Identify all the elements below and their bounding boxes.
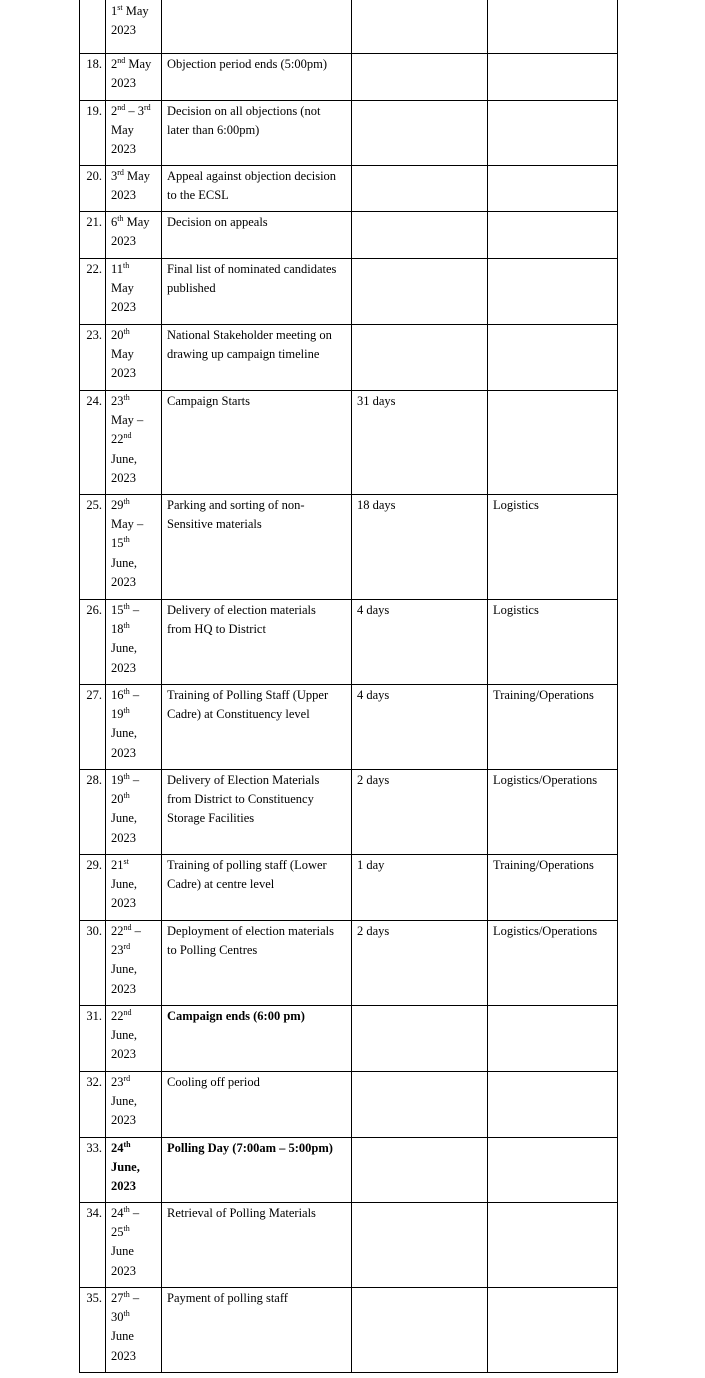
date-cell [106, 685, 162, 770]
date-cell [106, 495, 162, 600]
duration-text: 2 days [357, 924, 390, 938]
duration-text: 1 day [357, 858, 385, 872]
duration-text [352, 1072, 487, 1073]
duration-text [352, 1203, 487, 1204]
row-number-cell [80, 259, 106, 325]
responsibility-text [488, 1006, 617, 1007]
date-cell [106, 921, 162, 1006]
activity-text: Retrieval of Polling Materials [167, 1206, 316, 1220]
table-row [80, 770, 618, 855]
row-number-cell [80, 101, 106, 166]
responsibility-cell [488, 166, 618, 212]
row-number: 28. [86, 773, 102, 787]
activity-cell [162, 54, 352, 101]
duration-cell [352, 54, 488, 101]
row-number: 26. [86, 603, 102, 617]
duration-cell [352, 0, 488, 54]
duration-text: 31 days [357, 394, 396, 408]
duration-text [352, 101, 487, 102]
date-text: 2nd May 2023 [111, 56, 152, 91]
activity-cell [162, 921, 352, 1006]
row-number-cell [80, 325, 106, 391]
activity-cell [162, 770, 352, 855]
date-text: 29th May – 15th June, 2023 [111, 497, 144, 589]
table-row [80, 1006, 618, 1072]
row-number-cell [80, 166, 106, 212]
date-text: 11th May 2023 [111, 261, 136, 315]
activity-text: Decision on appeals [167, 215, 268, 229]
activity-text: Payment of polling staff [167, 1291, 288, 1305]
activity-cell [162, 166, 352, 212]
row-number-cell [80, 1203, 106, 1288]
activity-cell [162, 259, 352, 325]
row-number: 20. [86, 169, 102, 183]
activity-cell [162, 1006, 352, 1072]
duration-text [352, 1006, 487, 1007]
date-cell [106, 1072, 162, 1138]
responsibility-text [488, 1138, 617, 1139]
responsibility-cell [488, 391, 618, 495]
date-text: 24th June, 2023 [111, 1140, 140, 1194]
activity-text: Delivery of Election Materials from District to Constituency Storage Facilities [167, 773, 320, 826]
row-number: 23. [86, 328, 102, 342]
date-cell [106, 1006, 162, 1072]
duration-cell [352, 495, 488, 600]
activity-cell [162, 685, 352, 770]
activity-text: Final list of nominated candidates published [167, 262, 337, 296]
date-cell [106, 54, 162, 101]
date-text: 16th – 19th June, 2023 [111, 687, 140, 760]
row-number [80, 0, 105, 1]
responsibility-text: Logistics/Operations [493, 924, 598, 938]
responsibility-cell [488, 54, 618, 101]
duration-cell [352, 921, 488, 1006]
activity-cell [162, 212, 352, 259]
row-number-cell [80, 1072, 106, 1138]
activity-text [162, 0, 351, 2]
date-text: 22nd – 23rd June, 2023 [111, 923, 141, 996]
table-row [80, 391, 618, 495]
duration-cell [352, 325, 488, 391]
activity-cell [162, 325, 352, 391]
activity-text: Appeal against objection decision to the ECSL [167, 169, 337, 203]
duration-cell [352, 1288, 488, 1373]
row-number: 31. [86, 1009, 102, 1023]
responsibility-cell [488, 600, 618, 685]
activity-cell [162, 495, 352, 600]
date-text: 2nd – 3rd May 2023 [111, 103, 151, 157]
responsibility-cell [488, 1288, 618, 1373]
activity-cell [162, 1203, 352, 1288]
date-text: 24th – 25th June 2023 [111, 1205, 140, 1278]
row-number: 30. [86, 924, 102, 938]
responsibility-text [488, 1072, 617, 1073]
responsibility-cell [488, 1006, 618, 1072]
row-number: 35. [86, 1291, 102, 1305]
date-cell [106, 0, 162, 54]
row-number-cell [80, 855, 106, 921]
date-cell [106, 855, 162, 921]
duration-text [352, 212, 487, 213]
row-number: 27. [86, 688, 102, 702]
date-cell [106, 325, 162, 391]
responsibility-cell [488, 1138, 618, 1203]
activity-text: Cooling off period [167, 1075, 260, 1089]
date-text: 1st May 2023 [111, 3, 149, 38]
date-text: 22nd June, 2023 [111, 1008, 138, 1062]
activity-text: Decision on all objections (not later than 6:00pm) [167, 104, 321, 138]
duration-cell [352, 101, 488, 166]
row-number-cell [80, 685, 106, 770]
date-cell [106, 1138, 162, 1203]
row-number-cell [80, 921, 106, 1006]
row-number: 34. [86, 1206, 102, 1220]
row-number-cell [80, 0, 106, 54]
table-row [80, 1203, 618, 1288]
date-cell [106, 1288, 162, 1373]
duration-text: 18 days [357, 498, 396, 512]
duration-text: 4 days [357, 603, 390, 617]
table-row [80, 921, 618, 1006]
table-row [80, 0, 618, 54]
date-cell [106, 212, 162, 259]
duration-text [352, 1138, 487, 1139]
responsibility-text [488, 1288, 617, 1289]
responsibility-text [488, 391, 617, 392]
duration-text: 4 days [357, 688, 390, 702]
responsibility-cell [488, 770, 618, 855]
responsibility-cell [488, 101, 618, 166]
activity-cell [162, 1072, 352, 1138]
activity-text: Training of Polling Staff (Upper Cadre) at Constituency level [167, 688, 329, 722]
activity-cell [162, 0, 352, 54]
row-number-cell [80, 212, 106, 259]
date-text: 21st June, 2023 [111, 857, 138, 911]
table-row [80, 1288, 618, 1373]
responsibility-text [488, 325, 617, 326]
row-number: 18. [86, 57, 102, 71]
responsibility-text [488, 212, 617, 213]
responsibility-text [488, 259, 617, 260]
date-text: 23th May – 22nd June, 2023 [111, 393, 144, 485]
table-row [80, 1072, 618, 1138]
activity-cell [162, 855, 352, 921]
date-text: 27th – 30th June 2023 [111, 1290, 140, 1363]
activity-text: Campaign Starts [167, 394, 250, 408]
responsibility-cell [488, 495, 618, 600]
duration-cell [352, 1006, 488, 1072]
duration-cell [352, 391, 488, 495]
row-number-cell [80, 1138, 106, 1203]
table-row [80, 1138, 618, 1203]
activity-text: Deployment of election materials to Polling Centres [167, 924, 334, 958]
date-cell [106, 1203, 162, 1288]
date-cell [106, 600, 162, 685]
duration-cell [352, 685, 488, 770]
row-number-cell [80, 770, 106, 855]
duration-text [352, 325, 487, 326]
date-text: 3rd May 2023 [111, 168, 150, 203]
duration-text [352, 259, 487, 260]
responsibility-text: Logistics/Operations [493, 773, 598, 787]
row-number: 33. [86, 1141, 102, 1155]
row-number-cell [80, 391, 106, 495]
table-row [80, 259, 618, 325]
row-number: 21. [86, 215, 102, 229]
activity-text: National Stakeholder meeting on drawing up campaign timeline [167, 328, 332, 362]
activity-cell [162, 1288, 352, 1373]
responsibility-cell [488, 259, 618, 325]
row-number-cell [80, 1288, 106, 1373]
table-row [80, 600, 618, 685]
duration-cell [352, 600, 488, 685]
activity-text: Delivery of election materials from HQ to District [167, 603, 316, 637]
row-number: 29. [86, 858, 102, 872]
responsibility-text [488, 1203, 617, 1204]
activity-cell [162, 101, 352, 166]
duration-cell [352, 770, 488, 855]
date-cell [106, 770, 162, 855]
activity-text: Training of polling staff (Lower Cadre) at centre level [167, 858, 327, 892]
activity-text: Parking and sorting of non- Sensitive materials [167, 498, 305, 532]
activity-cell [162, 600, 352, 685]
duration-cell [352, 855, 488, 921]
date-text: 19th – 20th June, 2023 [111, 772, 140, 845]
row-number: 32. [86, 1075, 102, 1089]
responsibility-text: Training/Operations [493, 858, 594, 872]
date-cell [106, 101, 162, 166]
row-number-cell [80, 54, 106, 101]
duration-cell [352, 1203, 488, 1288]
activity-text: Campaign ends (6:00 pm) [167, 1009, 305, 1023]
row-number-cell [80, 1006, 106, 1072]
row-number: 25. [86, 498, 102, 512]
activity-cell [162, 391, 352, 495]
table-row [80, 54, 618, 101]
activity-text: Polling Day (7:00am – 5:00pm) [167, 1141, 333, 1155]
responsibility-cell [488, 1072, 618, 1138]
date-text: 6th May 2023 [111, 214, 150, 249]
responsibility-text [488, 101, 617, 102]
date-text: 20th May 2023 [111, 327, 136, 381]
responsibility-cell [488, 1203, 618, 1288]
row-number: 19. [86, 104, 102, 118]
activity-cell [162, 1138, 352, 1203]
activity-text: Objection period ends (5:00pm) [167, 57, 328, 71]
responsibility-cell [488, 325, 618, 391]
duration-text [352, 166, 487, 167]
duration-cell [352, 1138, 488, 1203]
responsibility-text: Training/Operations [493, 688, 594, 702]
date-cell [106, 166, 162, 212]
row-number-cell [80, 495, 106, 600]
table-row [80, 166, 618, 212]
responsibility-cell [488, 855, 618, 921]
duration-cell [352, 1072, 488, 1138]
duration-cell [352, 166, 488, 212]
responsibility-text: Logistics [493, 498, 539, 512]
row-number: 24. [86, 394, 102, 408]
row-number-cell [80, 600, 106, 685]
date-cell [106, 391, 162, 495]
table-row [80, 685, 618, 770]
duration-cell [352, 212, 488, 259]
table-body [80, 0, 618, 1373]
responsibility-text [488, 54, 617, 55]
duration-cell [352, 259, 488, 325]
table-row [80, 855, 618, 921]
election-timeline-table [79, 0, 618, 1373]
date-cell [106, 259, 162, 325]
duration-text [352, 1288, 487, 1289]
table-row [80, 495, 618, 600]
table-row [80, 325, 618, 391]
duration-text: 2 days [357, 773, 390, 787]
responsibility-cell [488, 0, 618, 54]
date-text: 23rd June, 2023 [111, 1074, 138, 1128]
table-row [80, 101, 618, 166]
responsibility-text: Logistics [493, 603, 539, 617]
responsibility-cell [488, 921, 618, 1006]
table-row [80, 212, 618, 259]
responsibility-text [488, 166, 617, 167]
row-number: 22. [86, 262, 102, 276]
responsibility-cell [488, 212, 618, 259]
date-text: 15th – 18th June, 2023 [111, 602, 140, 675]
duration-text [352, 54, 487, 55]
responsibility-cell [488, 685, 618, 770]
